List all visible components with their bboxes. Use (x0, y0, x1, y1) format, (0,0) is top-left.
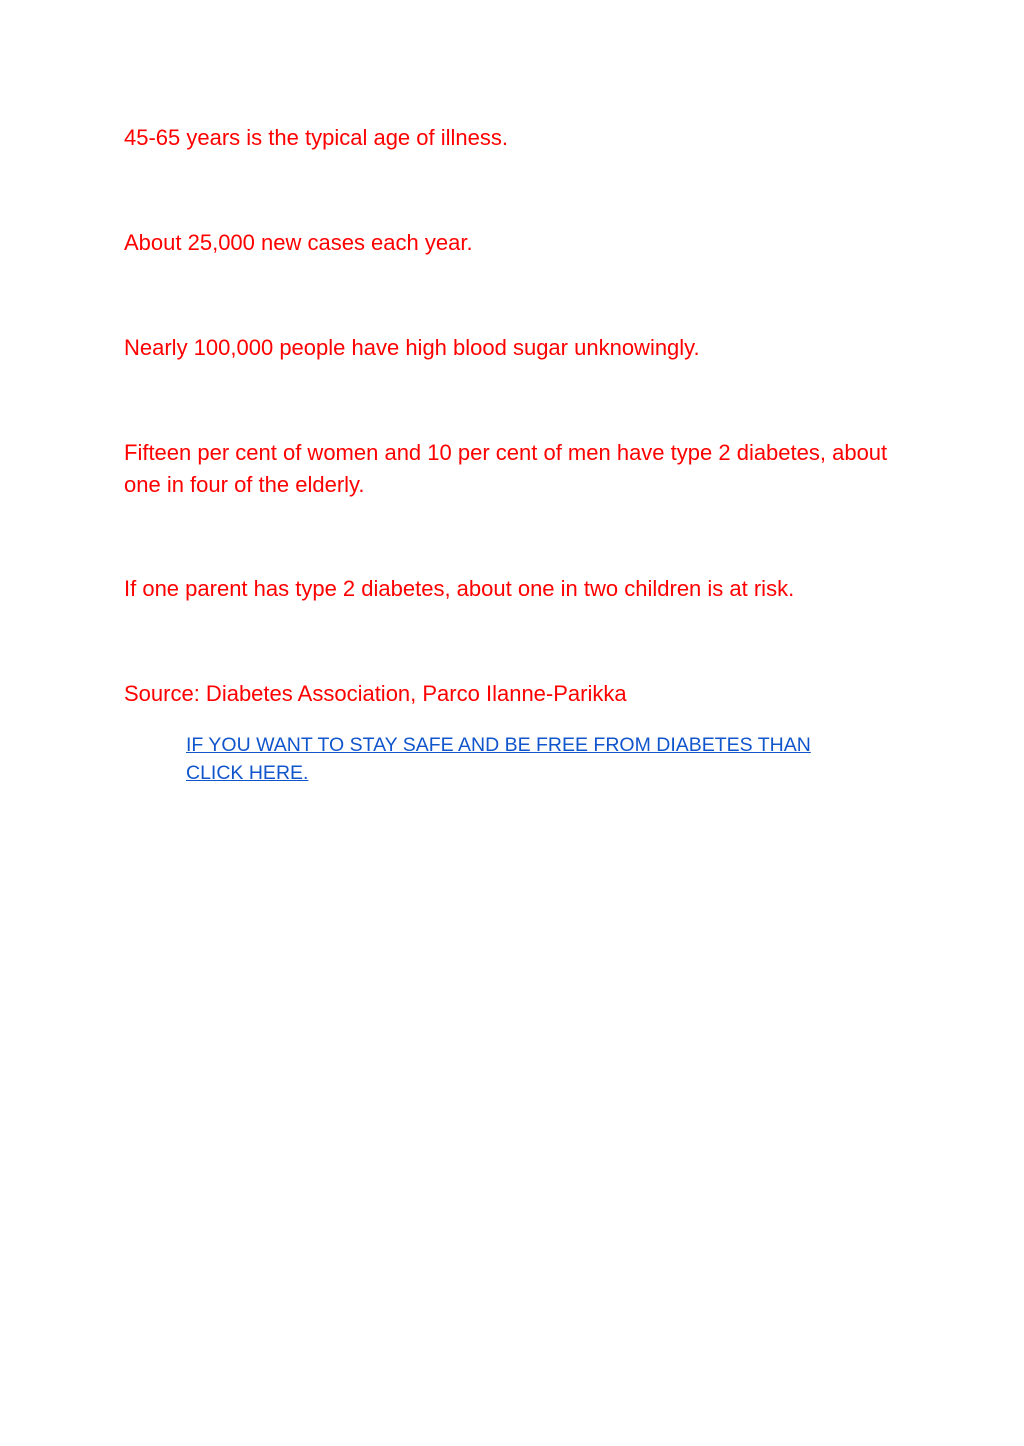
click-here-link[interactable]: IF YOU WANT TO STAY SAFE AND BE FREE FROM DIABETES THAN CLICK HERE. (186, 734, 811, 784)
source-citation: Source: Diabetes Association, Parco Ilanne-Parikka (124, 681, 627, 706)
fact-unknown-high-blood-sugar: Nearly 100,000 people have high blood sugar unknowingly. (124, 335, 700, 360)
fact-new-cases: About 25,000 new cases each year. (124, 230, 473, 255)
fact-parent-risk: If one parent has type 2 diabetes, about one in two children is at risk. (124, 576, 795, 601)
fact-typical-age: 45-65 years is the typical age of illness. (124, 125, 508, 150)
fact-prevalence: Fifteen per cent of women and 10 per cent of men have type 2 diabetes, about one in four of the elderly. (124, 440, 888, 497)
